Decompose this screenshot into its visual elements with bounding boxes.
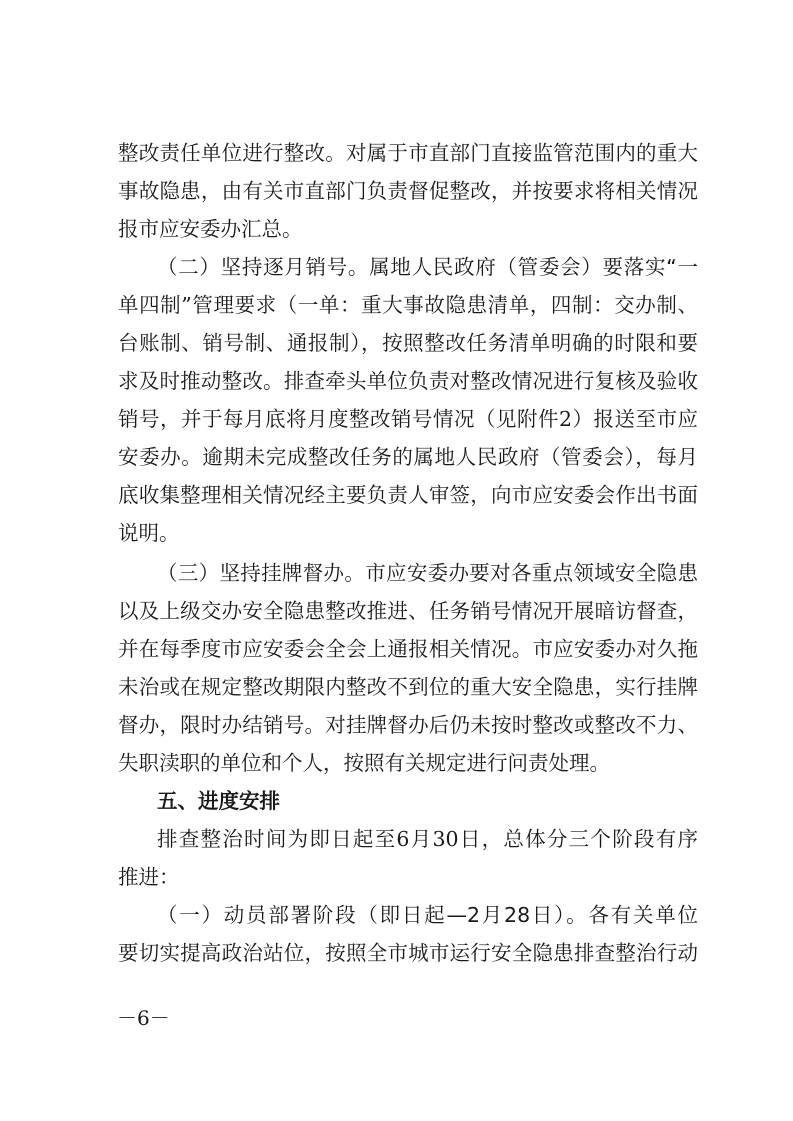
section-three-line-5: 督办，限时办结销号。对挂牌督办后仍未按时整改或整改不力、 [118, 713, 698, 737]
section-two-line-6: 安委办。逾期未完成整改任务的属地人民政府（管委会），每月 [118, 445, 698, 469]
section-heading-schedule: 五、进度安排 [157, 789, 280, 813]
phase-one-line-1: （一）动员部署阶段（即日起—2月28日）。各有关单位 [157, 903, 698, 927]
section-three-line-4: 未治或在规定整改期限内整改不到位的重大安全隐患，实行挂牌 [118, 675, 698, 699]
section-two-line-3: 台账制、销号制、通报制），按照整改任务清单明确的时限和要 [118, 331, 698, 355]
section-three-line-1: （三）坚持挂牌督办。市应安委办要对各重点领域安全隐患 [157, 561, 698, 585]
page-number: －6－ [117, 1006, 170, 1030]
section-two-line-5: 销号，并于每月底将月度整改销号情况（见附件2）报送至市应 [118, 407, 698, 431]
body-line-3: 报市应安委办汇总。 [118, 217, 303, 241]
schedule-line-1: 排查整治时间为即日起至6月30日，总体分三个阶段有序 [157, 827, 698, 851]
section-two-line-7: 底收集整理相关情况经主要负责人审签，向市应安委会作出书面 [118, 483, 698, 507]
phase-one-line-2: 要切实提高政治站位，按照全市城市运行安全隐患排查整治行动 [118, 941, 698, 965]
section-two-line-4: 求及时推动整改。排查牵头单位负责对整改情况进行复核及验收 [118, 369, 698, 393]
section-two-line-1: （二）坚持逐月销号。属地人民政府（管委会）要落实“一 [157, 255, 698, 279]
section-two-line-8: 说明。 [118, 521, 180, 545]
section-three-line-6: 失职渎职的单位和个人，按照有关规定进行问责处理。 [118, 751, 610, 775]
section-three-line-3: 并在每季度市应安委会全会上通报相关情况。市应安委办对久拖 [118, 637, 698, 661]
body-line-2: 事故隐患，由有关市直部门负责督促整改，并按要求将相关情况 [118, 179, 698, 203]
schedule-line-2: 推进： [118, 865, 180, 889]
section-three-line-2: 以及上级交办安全隐患整改推进、任务销号情况开展暗访督查， [118, 599, 698, 623]
section-two-line-2: 单四制”管理要求（一单：重大事故隐患清单，四制：交办制、 [118, 293, 698, 317]
body-line-1: 整改责任单位进行整改。对属于市直部门直接监管范围内的重大 [118, 141, 698, 165]
